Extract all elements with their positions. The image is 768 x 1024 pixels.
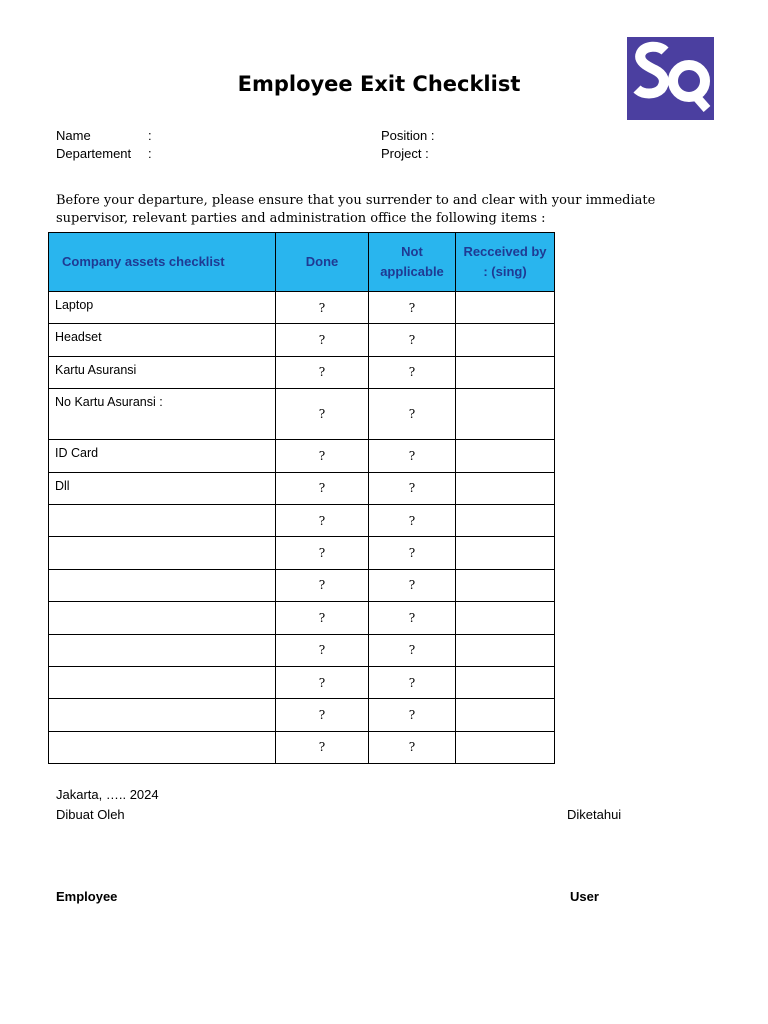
received-by-cell [456,699,555,731]
received-by-cell [456,324,555,356]
table-row [49,292,555,324]
header-received-by [456,233,555,292]
item-cell: No Kartu Asuransi : [49,389,276,440]
done-cell: ? [276,324,369,356]
item-cell [49,666,276,698]
received-by-cell [456,504,555,536]
done-cell: ? [276,699,369,731]
done-cell: ? [276,666,369,698]
done-cell: ? [276,537,369,569]
table-row [49,569,555,601]
done-cell: ? [276,440,369,472]
table-row [49,634,555,666]
user-signature-label: User [570,889,599,904]
received-by-cell [456,666,555,698]
employee-signature-label: Employee [56,889,118,904]
page-title: Employee Exit Checklist [237,72,521,96]
header-company-assets: Company assets checklist [49,233,276,292]
item-cell [49,504,276,536]
item-cell [49,602,276,634]
not-applicable-cell: ? [369,602,456,634]
table-row [49,324,555,356]
intro-paragraph [56,192,676,228]
header-not-applicable-line-2: applicable [380,264,444,279]
received-by-cell [456,731,555,763]
done-cell: ? [276,602,369,634]
table-row [49,602,555,634]
table-header-row [49,233,555,292]
item-cell: Headset [49,324,276,356]
table-row [49,699,555,731]
not-applicable-cell: ? [369,292,456,324]
item-cell: Kartu Asuransi [49,356,276,388]
company-logo [627,37,714,120]
received-by-cell [456,292,555,324]
received-by-cell [456,472,555,504]
not-applicable-cell: ? [369,731,456,763]
header-received-by-line-1: Recceived by [463,244,547,259]
intro-line-1: Before your departure, please ensure that you surrender to and clear with your immediate [56,193,656,208]
item-cell [49,537,276,569]
assets-checklist-table [48,232,555,764]
place-date: Jakarta, ….. 2024 [56,787,159,802]
position-label: Position : [381,128,435,143]
not-applicable-cell: ? [369,504,456,536]
done-cell: ? [276,389,369,440]
not-applicable-cell: ? [369,569,456,601]
done-cell: ? [276,472,369,504]
done-cell: ? [276,569,369,601]
not-applicable-cell: ? [369,472,456,504]
done-cell: ? [276,634,369,666]
acknowledged-label: Diketahui [567,807,622,822]
received-by-cell [456,537,555,569]
not-applicable-cell: ? [369,666,456,698]
header-received-by-line-2: : (sing) [483,264,527,279]
department-colon: : [148,146,152,161]
not-applicable-cell: ? [369,699,456,731]
received-by-cell [456,440,555,472]
header-done: Done [276,233,369,292]
received-by-cell [456,389,555,440]
department-label: Departement [56,146,132,161]
not-applicable-cell: ? [369,356,456,388]
item-cell [49,634,276,666]
table-row [49,537,555,569]
not-applicable-cell: ? [369,634,456,666]
received-by-cell [456,634,555,666]
not-applicable-cell: ? [369,440,456,472]
table-row [49,356,555,388]
prepared-by-label: Dibuat Oleh [56,807,125,822]
done-cell: ? [276,504,369,536]
header-not-applicable-line-1: Not [401,244,423,259]
done-cell: ? [276,292,369,324]
not-applicable-cell: ? [369,389,456,440]
project-label: Project : [381,146,429,161]
table-row [49,504,555,536]
received-by-cell [456,602,555,634]
item-cell [49,569,276,601]
received-by-cell [456,569,555,601]
item-cell: ID Card [49,440,276,472]
item-cell [49,731,276,763]
item-cell [49,699,276,731]
done-cell: ? [276,356,369,388]
header-not-applicable [369,233,456,292]
not-applicable-cell: ? [369,324,456,356]
intro-line-2: supervisor, relevant parties and administration office the following items : [56,211,546,226]
table-row [49,440,555,472]
item-cell: Dll [49,472,276,504]
table-row [49,472,555,504]
name-label: Name [56,128,91,143]
table-row [49,666,555,698]
item-cell: Laptop [49,292,276,324]
not-applicable-cell: ? [369,537,456,569]
name-colon: : [148,128,152,143]
table-row [49,389,555,440]
done-cell: ? [276,731,369,763]
received-by-cell [456,356,555,388]
table-row [49,731,555,763]
